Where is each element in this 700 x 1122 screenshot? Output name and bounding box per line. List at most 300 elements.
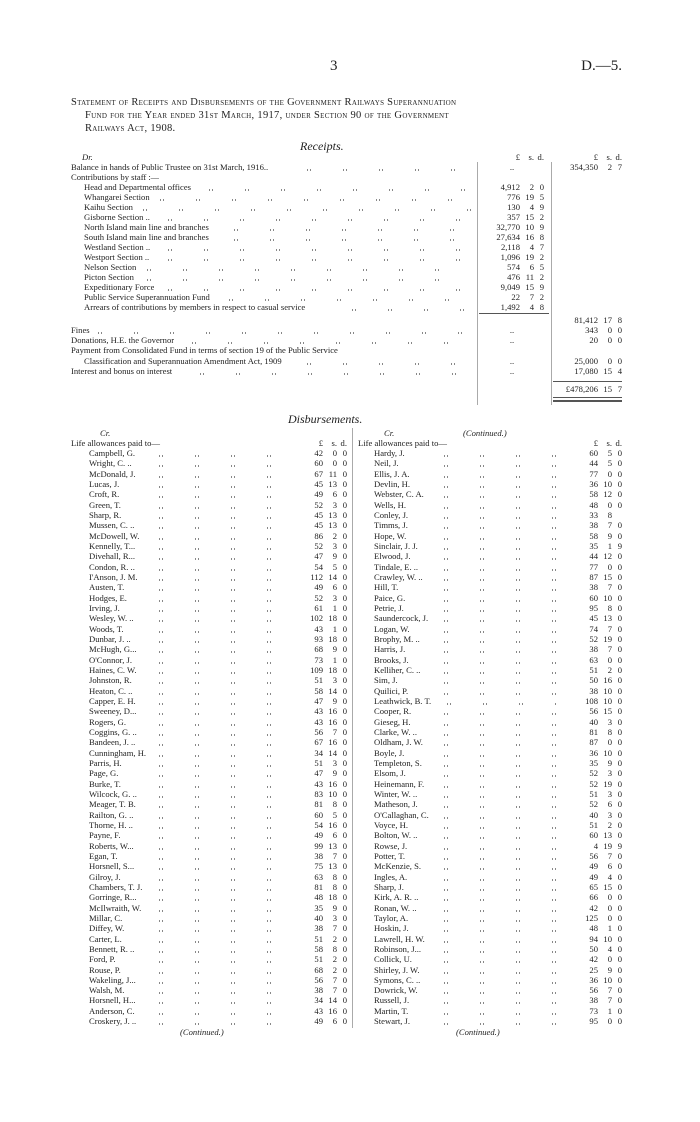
receipt-col1-pounds: 574 — [507, 262, 520, 272]
payee-amount-shillings: 0 — [607, 737, 612, 748]
payee-name: Brophy, M. .. — [374, 633, 420, 644]
payee-amount-shillings: 18 — [328, 892, 337, 903]
dot-leader — [444, 765, 558, 767]
payee-amount-pounds: 87 — [589, 737, 598, 748]
payee-name: Kelliher, C. .. — [374, 664, 421, 675]
payee-amount-pence: 0 — [342, 830, 347, 841]
payee-amount-pounds: 38 — [589, 520, 598, 531]
payee-amount-pence: 0 — [617, 664, 622, 675]
payee-amount-pence: 0 — [617, 995, 622, 1006]
subtotal-rule — [479, 313, 549, 314]
payee-amount-pounds: 52 — [589, 778, 598, 789]
receipt-col1-pounds: 32,770 — [496, 222, 520, 232]
dot-leader — [159, 538, 283, 540]
dot-leader — [159, 961, 283, 963]
payee-amount-pounds: 35 — [589, 757, 598, 768]
receipt-col1-shillings: 7 — [529, 292, 534, 302]
dot-leader — [159, 879, 283, 881]
payee-amount-pence: 0 — [617, 871, 622, 882]
payee-name: Thorne, H. .. — [89, 819, 133, 830]
payee-amount-pence: 0 — [617, 830, 622, 841]
payee-amount-pence: 0 — [617, 592, 622, 603]
payee-name: Irving, J. — [89, 602, 120, 613]
dot-leader — [159, 941, 283, 943]
dot-leader — [444, 538, 558, 540]
dot-leader — [200, 373, 471, 375]
payee-amount-pence: 0 — [342, 954, 347, 965]
payee-amount-shillings: 3 — [332, 592, 337, 603]
payee-name: Dunbar, J. .. — [89, 633, 131, 644]
receipts-col1-shillings-header: s. — [528, 152, 534, 162]
payee-name: Oldham, J. W. — [374, 737, 423, 748]
payee-name: O'Callaghan, C. — [374, 809, 429, 820]
payee-amount-shillings: 19 — [603, 778, 612, 789]
payee-amount-pounds: 33 — [589, 509, 598, 520]
payee-name: Roberts, W... — [89, 840, 134, 851]
dot-leader — [159, 858, 283, 860]
dot-leader — [444, 662, 558, 664]
dot-leader — [159, 796, 283, 798]
payee-amount-pence: 0 — [342, 757, 347, 768]
payee-amount-pence: 0 — [342, 540, 347, 551]
payee-amount-shillings: 9 — [332, 902, 337, 913]
dot-leader — [159, 693, 283, 695]
payee-amount-pence: 0 — [617, 850, 622, 861]
payee-amount-shillings: 8 — [332, 799, 337, 810]
payee-amount-shillings: 7 — [607, 644, 612, 655]
payee-name: Bandeen, J. .. — [89, 737, 136, 748]
dot-leader — [159, 724, 283, 726]
payee-amount-pounds: 34 — [314, 747, 323, 758]
payee-amount-shillings: 1 — [607, 923, 612, 934]
payee-amount-pence: 0 — [617, 685, 622, 696]
payee-amount-shillings: 7 — [332, 726, 337, 737]
payee-amount-pounds: 81 — [589, 726, 598, 737]
payee-name: McKenzie, S. — [374, 861, 422, 872]
payee-amount-pounds: 95 — [589, 1016, 598, 1027]
payee-amount-shillings: 1 — [332, 602, 337, 613]
payee-name: Wesley, W. .. — [89, 613, 134, 624]
dot-leader — [160, 199, 471, 201]
payee-amount-shillings: 13 — [328, 509, 337, 520]
dot-leader — [444, 713, 558, 715]
continued-header: (Continued.) — [463, 428, 507, 438]
dot-leader — [159, 610, 283, 612]
payee-amount-shillings: 1 — [332, 654, 337, 665]
receipt-col1-pounds: 130 — [507, 202, 520, 212]
dot-leader — [159, 496, 283, 498]
dot-leader — [444, 610, 558, 612]
payee-amount-shillings: 7 — [332, 923, 337, 934]
payee-amount-pounds: 45 — [314, 509, 323, 520]
payee-amount-pence: 0 — [342, 995, 347, 1006]
payee-amount-pounds: 45 — [314, 520, 323, 531]
payee-name: Gieseg, H. — [374, 716, 411, 727]
receipt-label: Head and Departmental offices — [84, 182, 191, 192]
disb-right-shillings-header: s. — [606, 438, 612, 448]
payee-name: McIlwraith, W. — [89, 902, 142, 913]
receipt-label: Expeditionary Force — [84, 282, 155, 292]
payee-amount-pounds: 51 — [589, 819, 598, 830]
payee-amount-pence: 0 — [342, 881, 347, 892]
receipts-col2-pence-header: d. — [615, 152, 622, 162]
dot-leader — [444, 806, 558, 808]
payee-amount-pence: 0 — [342, 943, 347, 954]
payee-amount-pounds: 42 — [314, 448, 323, 458]
payee-name: Horsnell, H... — [89, 995, 136, 1006]
payee-amount-pounds: 52 — [314, 592, 323, 603]
payee-amount-shillings: 8 — [332, 881, 337, 892]
payee-amount-pounds: 112 — [310, 571, 323, 582]
receipt-label: South Island main line and branches — [84, 232, 209, 242]
payee-amount-shillings: 3 — [607, 768, 612, 779]
payee-amount-shillings: 5 — [607, 458, 612, 469]
payee-amount-shillings: 7 — [332, 974, 337, 985]
payee-name: Elsom, J. — [374, 768, 406, 779]
payee-name: Anderson, C. — [89, 1005, 135, 1016]
receipt-label: Westland Section .. — [84, 242, 151, 252]
payee-amount-pounds: 52 — [314, 499, 323, 510]
payee-amount-pounds: 66 — [589, 892, 598, 903]
receipt-label: Donations, H.E. the Governor — [71, 335, 175, 345]
life-allowances-label: Life allowances paid to— — [71, 438, 161, 448]
payee-amount-shillings: 12 — [603, 551, 612, 562]
receipts-heading: Receipts. — [300, 139, 344, 153]
payee-amount-pence: 0 — [342, 964, 347, 975]
dot-leader — [159, 589, 283, 591]
payee-amount-pence: 0 — [617, 644, 622, 655]
payee-amount-pence: 0 — [617, 933, 622, 944]
dot-leader — [159, 527, 283, 529]
payee-name: Page, G. — [89, 768, 119, 779]
payee-amount-shillings: 0 — [607, 954, 612, 965]
payee-amount-shillings: 13 — [603, 613, 612, 624]
receipt-col1-pounds: 1,096 — [500, 252, 520, 262]
receipt-col1-blank: .. — [509, 366, 515, 376]
payee-amount-pounds: 81 — [314, 799, 323, 810]
payee-amount-pence: 0 — [342, 664, 347, 675]
payee-amount-pounds: 75 — [314, 861, 323, 872]
payee-amount-shillings: 0 — [607, 654, 612, 665]
receipt-col2-shillings: 17 — [603, 315, 612, 325]
receipts-col1-pounds-header: £ — [515, 152, 520, 162]
payee-name: Sharp, J. — [374, 881, 404, 892]
dot-leader — [234, 239, 472, 241]
payee-amount-pence: 0 — [342, 633, 347, 644]
payee-amount-shillings: 2 — [332, 954, 337, 965]
payee-amount-pence: 0 — [617, 623, 622, 634]
payee-name: Conley, J. — [374, 509, 409, 520]
receipt-label: Kaihu Section — [84, 202, 133, 212]
payee-amount-shillings: 13 — [328, 861, 337, 872]
dot-leader — [147, 279, 471, 281]
payee-name: Walsh, M. — [89, 985, 125, 996]
payee-amount-pence: 0 — [342, 613, 347, 624]
payee-name: Condon, R. .. — [89, 561, 135, 572]
payee-amount-shillings: 8 — [332, 943, 337, 954]
dot-leader — [307, 169, 471, 171]
payee-name: Cooper, R. — [374, 706, 412, 717]
payee-amount-pence: 0 — [342, 458, 347, 469]
payee-amount-pence: 0 — [617, 1016, 622, 1027]
payee-amount-shillings: 16 — [328, 716, 337, 727]
payee-amount-pence: 0 — [342, 923, 347, 934]
payee-amount-pence: 9 — [617, 840, 622, 851]
dot-leader — [444, 941, 558, 943]
cr-label: Cr. — [384, 428, 395, 438]
payee-name: Hoskin, J. — [374, 923, 409, 934]
payee-amount-pence: 0 — [617, 448, 622, 458]
payee-amount-pounds: 43 — [314, 706, 323, 717]
receipt-col2-pence: 8 — [617, 315, 622, 325]
payee-amount-pounds: 43 — [314, 716, 323, 727]
payee-name: Millar, C. — [89, 912, 123, 923]
payee-name: Sharp, R. — [89, 509, 122, 520]
payee-amount-shillings: 2 — [332, 964, 337, 975]
payee-amount-pence: 0 — [342, 592, 347, 603]
payee-amount-pounds: 54 — [314, 819, 323, 830]
receipt-col1-pence: 0 — [539, 182, 544, 192]
payee-amount-pounds: 51 — [314, 933, 323, 944]
dot-leader — [159, 651, 283, 653]
receipt-col1-pence: 9 — [539, 282, 544, 292]
payee-name: Lawrell, H. W. — [374, 933, 425, 944]
payee-amount-shillings: 19 — [603, 633, 612, 644]
payee-amount-pence: 0 — [617, 861, 622, 872]
payee-name: Voyce, H. — [374, 819, 408, 830]
payee-name: Stewart, J. — [374, 1016, 411, 1027]
payee-amount-pence: 0 — [342, 1005, 347, 1016]
payee-amount-pence: 0 — [342, 448, 347, 458]
payee-amount-pence: 0 — [342, 912, 347, 923]
payee-amount-shillings: 18 — [328, 633, 337, 644]
payee-amount-pence: 0 — [617, 489, 622, 500]
payee-name: Gorringe, R... — [89, 892, 137, 903]
payee-amount-pence: 0 — [342, 582, 347, 593]
payee-amount-pounds: 36 — [589, 478, 598, 489]
receipt-label: North Island main line and branches — [84, 222, 209, 232]
dot-leader — [159, 827, 283, 829]
payee-amount-shillings: 6 — [607, 799, 612, 810]
payee-amount-pounds: 42 — [589, 902, 598, 913]
payee-amount-pence: 0 — [617, 943, 622, 954]
payee-name: Clarke, W. .. — [374, 726, 417, 737]
payee-name: Logan, W. — [374, 623, 410, 634]
payee-amount-pence: 0 — [617, 985, 622, 996]
payee-amount-pence: 0 — [617, 571, 622, 582]
payee-name: Sim, J. — [374, 675, 398, 686]
payee-amount-pence: 0 — [617, 716, 622, 727]
dot-leader — [444, 930, 558, 932]
payee-amount-pounds: 73 — [314, 654, 323, 665]
dot-leader — [444, 486, 558, 488]
payee-amount-shillings: 10 — [603, 685, 612, 696]
dot-leader — [444, 600, 558, 602]
payee-amount-pounds: 67 — [314, 468, 323, 479]
payee-amount-shillings: 0 — [607, 561, 612, 572]
payee-amount-shillings: 0 — [332, 448, 337, 458]
receipt-col2-shillings: 15 — [603, 384, 612, 394]
payee-name: Winter, W. .. — [374, 788, 418, 799]
dot-leader — [444, 1013, 558, 1015]
payee-amount-shillings: 0 — [607, 499, 612, 510]
payee-amount-pounds: 56 — [589, 985, 598, 996]
receipts-col1-rule — [477, 162, 478, 405]
statement-title — [71, 96, 623, 135]
payee-name: Potter, T. — [374, 850, 406, 861]
payee-amount-shillings: 0 — [607, 912, 612, 923]
payee-amount-pounds: 93 — [314, 633, 323, 644]
payee-amount-pounds: 51 — [314, 675, 323, 686]
dot-leader — [168, 259, 471, 261]
dot-leader — [444, 569, 558, 571]
payee-name: Wakeling, J... — [89, 974, 136, 985]
receipt-col1-shillings: 4 — [529, 302, 534, 312]
dot-leader — [159, 817, 283, 819]
payee-amount-pounds: 48 — [589, 923, 598, 934]
payee-amount-shillings: 10 — [603, 478, 612, 489]
payee-name: Divehall, R... — [89, 551, 136, 562]
payee-amount-pence: 0 — [617, 819, 622, 830]
payee-name: Templeton, S. — [374, 757, 422, 768]
payee-amount-pounds: 51 — [589, 788, 598, 799]
payee-amount-pence: 0 — [617, 726, 622, 737]
payee-name: Railton, G. .. — [89, 809, 134, 820]
receipt-col2-shillings: 0 — [607, 356, 612, 366]
payee-name: Capper, E. H. — [89, 695, 136, 706]
payee-amount-pounds: 42 — [589, 954, 598, 965]
payee-name: Collick, U. — [374, 954, 412, 965]
payee-name: McDonald, J. — [89, 468, 136, 479]
receipt-col2-pounds: 343 — [585, 325, 598, 335]
payee-name: O'Connor, J. — [89, 654, 132, 665]
payee-amount-pounds: 56 — [314, 726, 323, 737]
payee-name: Dowrick, W. — [374, 985, 418, 996]
column-divider — [352, 428, 353, 1028]
receipt-col1-pounds: 22 — [511, 292, 520, 302]
payee-amount-shillings: 14 — [328, 747, 337, 758]
payee-amount-shillings: 9 — [332, 644, 337, 655]
dot-leader — [159, 631, 283, 633]
payee-amount-pence: 0 — [617, 912, 622, 923]
payee-amount-pounds: 49 — [314, 582, 323, 593]
dot-leader — [159, 1002, 283, 1004]
payee-amount-shillings: 6 — [607, 861, 612, 872]
dot-leader — [159, 558, 283, 560]
payee-amount-pence: 0 — [342, 468, 347, 479]
payee-amount-shillings: 9 — [332, 695, 337, 706]
dot-leader — [444, 682, 558, 684]
receipt-col1-shillings: 4 — [529, 202, 534, 212]
payee-amount-pence: 0 — [342, 933, 347, 944]
dot-leader — [444, 817, 558, 819]
payee-amount-pounds: 45 — [589, 613, 598, 624]
payee-amount-pence: 0 — [342, 561, 347, 572]
payee-name: Hill, T. — [374, 582, 399, 593]
receipt-label: Westport Section .. — [84, 252, 150, 262]
payee-amount-pence: 0 — [342, 892, 347, 903]
payee-amount-shillings: 14 — [328, 995, 337, 1006]
dot-leader — [444, 548, 558, 550]
payee-amount-pounds: 40 — [589, 809, 598, 820]
dot-leader — [98, 332, 472, 334]
receipt-col1-pence: 2 — [539, 292, 544, 302]
payee-name: Russell, J. — [374, 995, 410, 1006]
payee-name: McHugh, G... — [89, 644, 137, 655]
receipt-col2-pounds: £478,206 — [565, 384, 598, 394]
payee-name: McDowell, W. — [89, 530, 140, 541]
payee-amount-pounds: 44 — [589, 551, 598, 562]
payee-amount-shillings: 9 — [607, 757, 612, 768]
receipt-col1-shillings: 4 — [529, 242, 534, 252]
payee-amount-pence: 0 — [617, 695, 622, 706]
dot-leader — [444, 920, 558, 922]
dot-leader — [444, 755, 558, 757]
receipt-col2-shillings: 0 — [607, 325, 612, 335]
payee-amount-shillings: 5 — [332, 561, 337, 572]
receipts-dr-label: Dr. — [82, 152, 93, 162]
payee-amount-pounds: 51 — [314, 954, 323, 965]
dot-leader — [444, 848, 558, 850]
dot-leader — [159, 600, 283, 602]
payee-amount-shillings: 7 — [607, 623, 612, 634]
payee-amount-pence: 0 — [342, 726, 347, 737]
dot-leader — [444, 579, 558, 581]
payee-amount-pounds: 38 — [314, 850, 323, 861]
payee-amount-pence: 0 — [342, 985, 347, 996]
payee-amount-pounds: 36 — [589, 747, 598, 758]
receipt-col1-pence: 8 — [539, 232, 544, 242]
payee-amount-shillings: 9 — [607, 530, 612, 541]
payee-amount-shillings: 9 — [332, 768, 337, 779]
receipt-col1-pence: 2 — [539, 212, 544, 222]
payee-amount-pence: 0 — [617, 551, 622, 562]
payee-amount-pounds: 77 — [589, 561, 598, 572]
payee-amount-shillings: 13 — [328, 520, 337, 531]
payee-amount-pounds: 73 — [589, 1005, 598, 1016]
payee-amount-pounds: 108 — [585, 695, 598, 706]
payee-amount-pounds: 56 — [589, 706, 598, 717]
payee-name: Sweeney, D... — [89, 706, 137, 717]
total-rule — [553, 381, 622, 382]
dot-leader — [444, 827, 558, 829]
payee-amount-pounds: 60 — [314, 809, 323, 820]
receipt-label: Arrears of contributions by members in respect to casual service — [84, 302, 306, 312]
payee-amount-pence: 0 — [342, 602, 347, 613]
dot-leader — [159, 713, 283, 715]
payee-amount-pence: 0 — [342, 737, 347, 748]
dot-leader — [159, 755, 283, 757]
payee-name: Saundercock, J. — [374, 613, 429, 624]
payee-amount-pounds: 60 — [589, 592, 598, 603]
receipt-col2-pounds: 354,350 — [570, 162, 598, 172]
receipt-label: Whangarei Section — [84, 192, 150, 202]
payee-name: Parris, H. — [89, 757, 122, 768]
payee-amount-pence: 0 — [342, 706, 347, 717]
payee-amount-pence: 0 — [342, 520, 347, 531]
payee-name: Shirley, J. W. — [374, 964, 420, 975]
dot-leader — [159, 476, 283, 478]
dot-leader — [444, 734, 558, 736]
dot-leader — [159, 579, 283, 581]
payee-amount-pounds: 52 — [589, 633, 598, 644]
payee-amount-shillings: 5 — [332, 809, 337, 820]
disb-left-pounds-header: £ — [318, 438, 323, 448]
payee-amount-pence: 0 — [617, 768, 622, 779]
dot-leader — [192, 342, 471, 344]
receipt-col1-blank: .. — [509, 325, 515, 335]
payee-name: Brooks, J. — [374, 654, 409, 665]
